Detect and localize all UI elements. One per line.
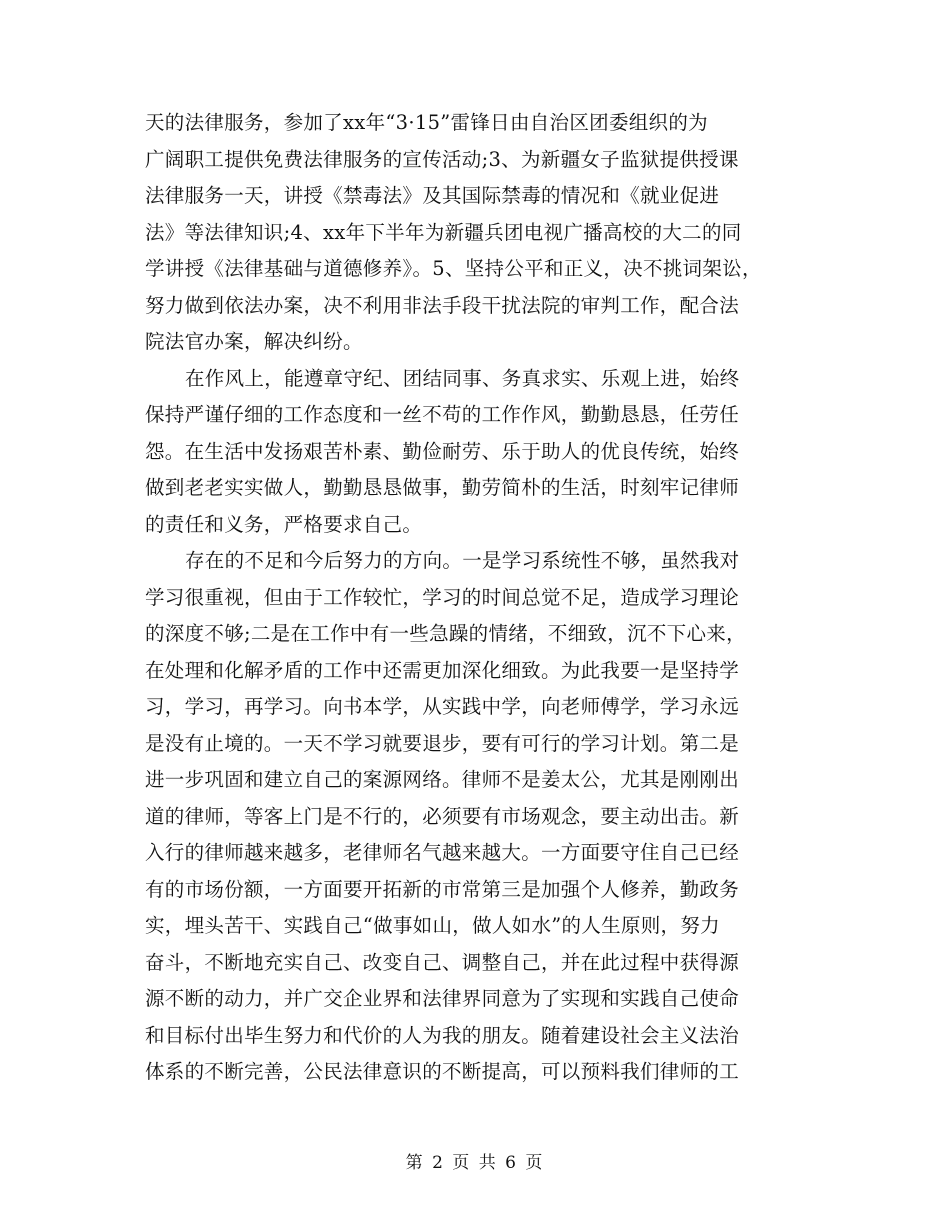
text-line: 习，学习，再学习。向书本学，从实践中学，向老师傅学，学习永远 [145, 695, 740, 718]
text-line: 院法官办案，解决纠纷。 [145, 330, 363, 353]
text-line: 怨。在生活中发扬艰苦朴素、勤俭耐劳、乐于助人的优良传统，始终 [145, 439, 740, 463]
text-line: 广阔职工提供免费法律服务的宣传活动;3、为新疆女子监狱提供授课 [145, 147, 739, 171]
text-line: 法律服务一天，讲授《禁毒法》及其国际禁毒的情况和《就业促进 [145, 184, 720, 207]
page-number-footer: 第 2 页 共 6 页 [405, 1153, 545, 1173]
text-line: 在作风上，能遵章守纪、团结同事、务真求实、乐观上进，始终 [185, 366, 740, 390]
text-line: 天的法律服务，参加了xx年“3·15”雷锋日由自治区团委组织的为 [145, 111, 708, 134]
text-line: 入行的律师越来越多，老律师名气越来越大。一方面要守住自己已经 [145, 841, 740, 864]
text-line: 实，埋头苦干、实践自己“做事如山，做人如水”的人生原则，努力 [145, 914, 720, 937]
text-line: 是没有止境的。一天不学习就要退步，要有可行的学习计划。第二是 [145, 731, 740, 755]
text-line: 体系的不断完善，公民法律意识的不断提高，可以预料我们律师的工 [145, 1060, 740, 1083]
body-text [145, 105, 825, 1091]
text-line: 的责任和义务，严格要求自己。 [145, 512, 423, 536]
text-line: 和目标付出毕生努力和代价的人为我的朋友。随着建设社会主义法治 [145, 1023, 740, 1047]
text-line: 法》等法律知识;4、xx年下半年为新疆兵团电视广播高校的大二的同 [145, 220, 742, 244]
text-line: 存在的不足和今后努力的方向。一是学习系统性不够，虽然我对 [185, 549, 740, 572]
text-line: 做到老老实实做人，勤勤恳恳做事，勤劳简朴的生活，时刻牢记律师 [145, 476, 740, 499]
text-line: 保持严谨仔细的工作态度和一丝不苟的工作作风，勤勤恳恳，任劳任 [145, 403, 740, 426]
text-line: 源不断的动力，并广交企业界和法律界同意为了实现和实践自己使命 [145, 987, 740, 1010]
text-line: 在处理和化解矛盾的工作中还需更加深化细致。为此我要一是坚持学 [145, 658, 740, 682]
text-line: 道的律师，等客上门是不行的，必须要有市场观念，要主动出击。新 [145, 804, 740, 828]
text-line: 学讲授《法律基础与道德修养》。5、坚持公平和正义，决不挑词架讼， [145, 257, 762, 280]
text-line: 有的市场份额，一方面要开拓新的市常第三是加强个人修养，勤政务 [145, 877, 740, 901]
text-line: 进一步巩固和建立自己的案源网络。律师不是姜太公，尤其是刚刚出 [145, 768, 740, 791]
text-line: 学习很重视，但由于工作较忙，学习的时间总觉不足，造成学习理论 [145, 585, 740, 609]
text-line: 的深度不够;二是在工作中有一些急躁的情绪，不细致，沉不下心来， [145, 622, 746, 645]
text-line: 奋斗，不断地充实自己、改变自己、调整自己，并在此过程中获得源 [145, 950, 740, 974]
text-line: 努力做到依法办案，决不利用非法手段干扰法院的审判工作，配合法 [145, 293, 740, 317]
